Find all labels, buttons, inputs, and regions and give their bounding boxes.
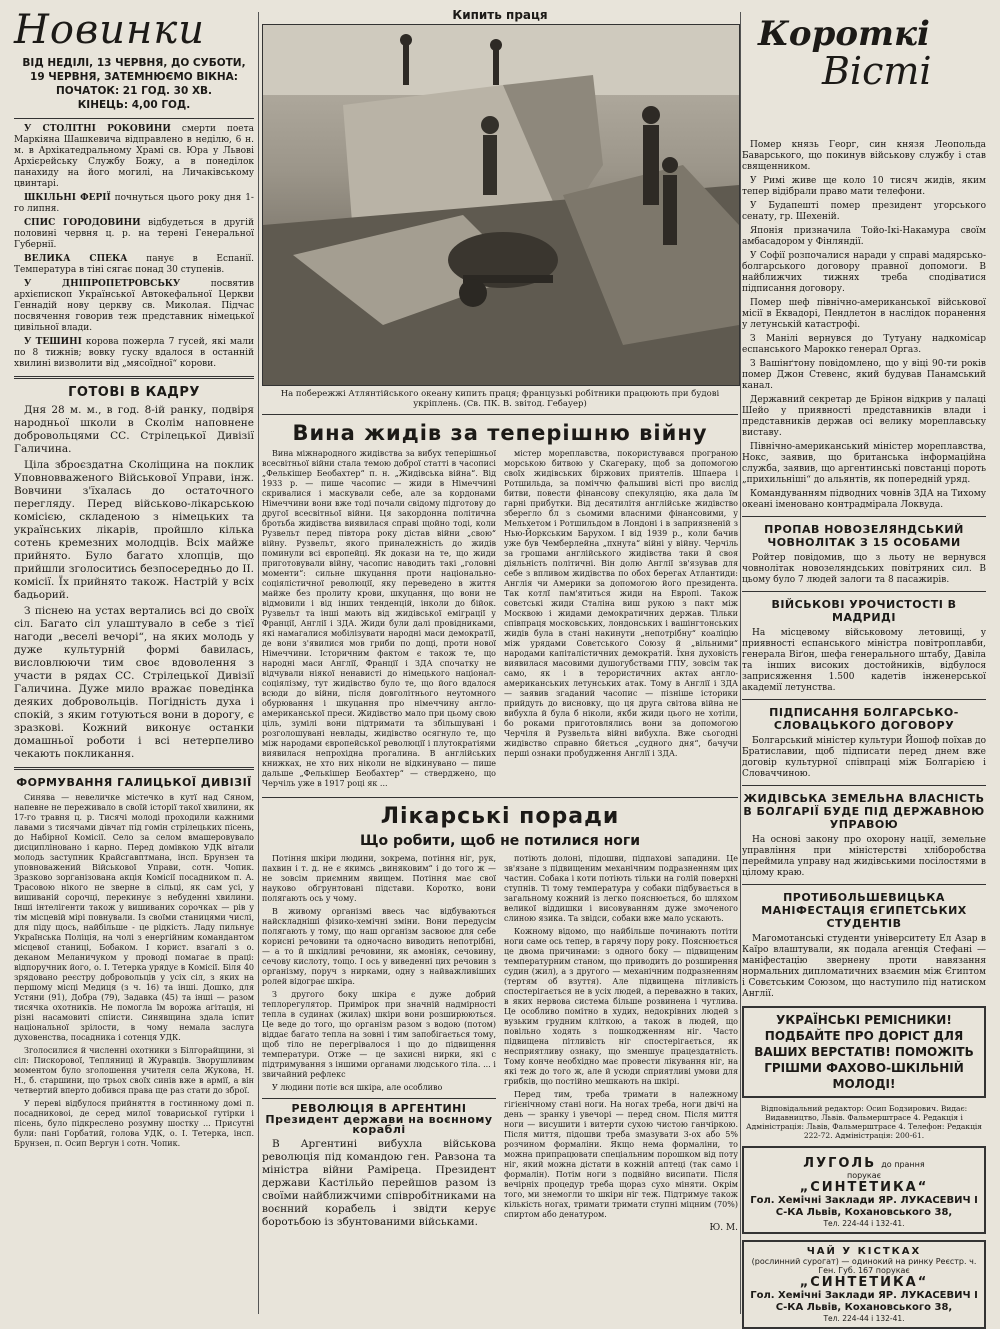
argentina-subtitle: Президент держави на воєнному кораблі bbox=[265, 1113, 493, 1136]
ad-phone: Тел. 224-44 і 132-41. bbox=[823, 1219, 905, 1228]
blackout-schedule bbox=[14, 56, 254, 112]
news-item: СПИС ГОРОДОВИНИ відбудеться в другій половині червня ц. р. на терені Генеральної Губернії. bbox=[14, 218, 254, 250]
paragraph: В живому організмі ввесь час відбуваються найскладніші фізико-хемічні зміни. Вони передусім полягають у тому, що наш організм засвоює для себе корисні речовини та одночасно виводить непотрібні, — а то й шкідливі речовини, як амоніяк, сечовину, сечову кислоту, тощо. І ось у виведенні цих речовин з організму, поруч з нирками, одну з найважливіших ролей відограє шкіра. bbox=[262, 907, 496, 986]
divider bbox=[742, 591, 986, 592]
divider bbox=[742, 699, 986, 700]
schedule-line: ВІД НЕДІЛІ, 13 ЧЕРВНЯ, ДО СУБОТИ, bbox=[22, 57, 246, 69]
tea-ad bbox=[742, 1240, 986, 1329]
brief-item: Помер князь Георг, син князя Леопольда Баварського, що покинув військову службу і став священником. bbox=[742, 140, 986, 172]
paragraph: Кожному відомо, що найбільше починають потіти ноги саме ось тепер, в гарячу пору року. Пояснюється це двома причинами: з одного боку — підвищеним температурним станом, що приводить до розширення судин (жил), а з другого — механічним подразненням (тертям об взуття). Але підвищена пітливість спостерігається не в усіх людей, а переважно в таких, в яких нервова система більше розвинена і чутлива. Це особливо помітно в худих, недокрівних людей з вузьким грудним кліткою, а також в людей, що повільно ходять з пошкодженням ніг. Часто підвищена пітливість ніг спостерігається, як несприятливу ознаку, що зменшує працездатність. Тому конче необхідно має провести лікування ніг, на які теж до того ж, але й усюди сприятливі умови для грибків, що постійно мешкають на шкірі. bbox=[504, 927, 738, 1086]
divider bbox=[262, 1098, 496, 1099]
schedule-line: КІНЕЦЬ: 4,00 ГОД. bbox=[77, 99, 191, 111]
news-item: ВЕЛИКА СПЕКА панує в Еспанії. Температура в тіні сягає понад 30 ступенів. bbox=[14, 254, 254, 275]
photo-caption: На побережжі Атлянтійського океану кипить праця; французькі робітники працюють при будові укріплень. (Св. ПК. В. звітод. Гебауер) bbox=[280, 389, 720, 409]
kadru-article bbox=[14, 404, 254, 761]
paragraph: Перед тим, треба тримати в належному гігієнічному стані ноги. На ногах треба, ноги двічі на день — зранку і увечорі — перед сном. Після миття ноги — висушити і витерти сухою чистою ганчіркою. Після миття, підошви треба змазувати 3-ох або 5% розчином формаліни. Якщо нема формаліни, то можна припрацювати спеціальним порошком від поту ніг, який можна дістати в кожній аптеці (так само і формалін). Потім ноги з подвійно висипати. Після вечірніх процедур треба щораз сухо міняти. Окрім того, ми знемогли то шкіри ніг теж. Підтримує також кількість ногах, тримати тримати ступні міцним (70%) спиртом або денатуром. bbox=[504, 1090, 738, 1219]
news-item: У СТОЛІТНІ РОКОВИНИ смерти поета Маркіяна Шашкевича відправлено в неділю, 6 н. м. в Архікатедральному Храмі св. Юра у Львові Архієрейську Службу Божу, а в понеділок панахиду на його могилі, на Личаківському цвинтарі. bbox=[14, 124, 254, 189]
photo-title: Кипить праця bbox=[452, 8, 548, 22]
paragraph: Синява — невеличке містечко в кутї над Сяном, напевне не переживало в своїй історії такої хвилини, як 17-го травня ц. р. Тисячі молоді проходили кажними лавами з тисячами дівчат під гомін стрілецьких пісень, до Набірної Комісії. Село за селом вмашеровувало дисципліновано і карно. Перед домівкою УДК вітали молодь заступник Крайсгавптмана, інсп. Брунзен та уповноважений Військової Управи, сотн. Чопик. Зразково зорганізована акція Комісії посадником п. А. Трасовою нікого не зверне в сільці, як сам усі, у вишиваній сорочці, перекинує з небуденні хвилини. Інші інтелігенти також у вишиваних сорочках — рів у тім місцевій мірі повнували. Із своїми станицями числі, для піду щось, найбільше - це рідкість. Ладу пильнує Українська Поліція, на чолі з енергійним командантом місцевої станиці, Бобаком. І корист. взагалі з о. деканом Меланичуком у проводі помагає в праці: відпоручник його, о. І. Тетерка урядує в Комісії. Біля 40 зрядовано реєстру добровольців у усіх сіл, з яких на першому місці Медиця (з ч. 16) та інші. Дошко, для Устяни (91), Добра (79), Задавка (45) та інші — разом тисячка охотників. Не помогла їм ворожа агітація, ні різні насамовиті спіисти. Синявщина здала іспит національної зрілости, в чому немала заслуга духовенства, посадника і сотенця УДК. bbox=[14, 793, 254, 1042]
divider bbox=[14, 376, 254, 379]
brief-item: З Вашінґтону повідомлено, що у віці 90-ти років помер Джон Стевенс, який будував Панамський канал. bbox=[742, 359, 986, 391]
health-subheadline: Що робити, щоб не потилися ноги bbox=[359, 833, 641, 849]
brief-item: У Будапешті помер президент угорського сенату, гр. Шехеній. bbox=[742, 201, 986, 222]
divider bbox=[262, 797, 738, 798]
divider bbox=[262, 414, 738, 415]
paragraph: У переві відбулося прийняття в гостинному домі п. посадниковоі, де серед милої товариської гутірки і пісень, було підкреслено розумну шостку ... Присутні були: пані Горбатий, голова УДК, о. І. Тетерка, інсп. Брунзен, п. Осип Вергун і сотн. Чопик. bbox=[14, 1099, 254, 1148]
brief-item: Північно-американський міністер мореплавства, Нокс, заявив, що британська інформаційна служба, заявив, що аргентинські повстанці пороть „прихильніші“ до альянтів, як попередній уряд. bbox=[742, 442, 986, 485]
paragraph: потіють долоні, підошви, підпахові западини. Це зв'язане з підвищеним механічним подразненням цих частин. Собака і коти потіють тільки на голій поверхні ступнів. Ті тому температура у собаки підбувається в загальному кожний із легко пояснюється, бо шляхом великої віддишки і висовуванням дуже змоченого слиною язика. Та звідси, собаки вже мало ускають. bbox=[504, 854, 738, 923]
divider bbox=[742, 785, 986, 786]
paragraph: Дня 28 м. м., в год. 8-ій ранку, подвіря народньої школи в Сколім наповнене добровольцями СС. Стрілецької Дивізії Галичина. bbox=[14, 404, 254, 455]
divider bbox=[742, 884, 986, 885]
division-title: ФОРМУВАННЯ ГАЛИЦЬКОЇ ДИВІЗІЇ bbox=[16, 776, 252, 789]
argentina-title: РЕВОЛЮЦІЯ В АРГЕНТИНІ bbox=[291, 1102, 467, 1115]
war-headline: Вина жидів за теперішню війну bbox=[292, 421, 708, 445]
ad-product: ЧАЙ У КІСТКАХ bbox=[806, 1246, 922, 1257]
brief-news bbox=[742, 140, 986, 511]
brief-item: У Римі живе ще коло 10 тисяч жидів, яким тепер відібрали право мати телефони. bbox=[742, 176, 986, 197]
kadru-title: ГОТОВІ В КАДРУ bbox=[68, 385, 200, 400]
section-title: ЖИДІВСЬКА ЗЕМЕЛЬНА ВЛАСНІСТЬ В БОЛГАРІЇ БУДЕ ПІД ДЕРЖАВНОЮ УПРАВОЮ bbox=[743, 792, 985, 831]
lugol-ad bbox=[742, 1146, 986, 1234]
column-rule bbox=[740, 12, 741, 1314]
section-title: ПІДПИСАННЯ БОЛГАРСЬКО-СЛОВАЦЬКОГО ДОГОВОРУ bbox=[769, 706, 959, 732]
briefs-title-2: Вісті bbox=[822, 49, 932, 93]
photo-illustration bbox=[263, 25, 739, 385]
brief-item: З Манілі вернувся до Тутуану надкомісар еспанського Марокко генерал Оргаз. bbox=[742, 334, 986, 355]
news-photo bbox=[262, 24, 740, 386]
paragraph: містер мореплавства, покористувався програною морською битвою у Скагераку, щоб за допомогою своїх жидівських біржових приятелів. Шпаера і Ротшильда, за поміччю фальшиві вісті про вислід битви, повести фінансову спекуляцію, яка дала їм гарні прибутки. Від десятилітя англійське жидівство зберегло бл з сьомими власними фінансовими, у Мельхетом і Ротшильдом в Лондоні і в заприязненій з Нью-Йоркським Барухом. І від 1939 р., коли бачив уже був Чемберлейна „пхнута“ війні у війну. Черчіль за грошами англійського жидівства таки й своя діяльність політичні. Він долю Англії зв'язував для себе з впливом жидівства по обох берегах Атлантиди: Англія чи Америки за допомогою його президента. Так котлї пам'ятиться жиди на Европі. Також совєтські жиди Сталіна виш рукою з пакт між Москвою і жидами демократичних держав. Тільки співпраця московських, лондонських і вашінгтонських жидів була в стані накинути „непотрібну“ коаліцію між урядами Совєтського Союзу й „вільними“ народами капіталістичних демократій. Їхня духовість виявилася масовими душогубствами ГПУ, зовсім так само, як і в терористичних актах англо-американських летунських атак. Тому в Англії і ЗДА — заявив згаданий часопис — пізніше історики прийдуть до висновку, що ця друга світова війна не вибухла й була б ніколи, якби жиди цього не хотіли, бо роками приготовлялись вони за допомогою Черчіля й Рузвельта війні вибухла. Вже сьогодні жидівство справно бйється „судного дня“, бачучи перші ознаки пробудження Англії і ЗДА. bbox=[504, 449, 738, 758]
paragraph: З другого боку шкіра є дуже добрий теплорегулятор. Примірок при значній надмірності тепла в судинах (жилах) шкіри вони розширюються. Це веде до того, що організм разом з водою (потом) віддає багато тепла на зовні і тим запобігається тому, щоб тіло не перегрівалося і що до підвищення температури. Отже — це захисні нирки, які с підтримування з іншими органами людського тіла. ... і звичайний рефлекс bbox=[262, 990, 496, 1079]
novynky-title: Новинки bbox=[14, 7, 206, 53]
news-item: ШКІЛЬНІ ФЕРІЇ почнуться цього року дня 1-го липня. bbox=[14, 193, 254, 214]
ad-product: ЛУГОЛЬ bbox=[803, 1156, 877, 1171]
section-text: Болгарський міністер культури Йошоф поїхав до Братиславии, щоб підписати перед днем вже договір культурної співпраці між Болгарією і Словаччиною. bbox=[742, 736, 986, 779]
news-item: У ТЕШИНІ корова пожерла 7 гусей, які мали по 8 тижнів; вовку гуску вдалося в останній хвилині визволити від „мясоїдної“ корови. bbox=[14, 337, 255, 369]
paragraph: Вина міжнародного жидівства за вибух теперішньої всесвітньої війни стала темою доброї статті в часописі „Фелькішер Беобахтер“ п. н. „Жидівська війна“. Від 1933 р. — пише часопис — жиди в Німеччині скривалися і маскували себе, але за кордонами Німеччини вони вже тоді почали свідому підготову до другої всесвітньої війни. Ця закордонна політична бротьба жидівства виявилася справі щойно тоді, коли Рузвельт перед півтора року дістав війни „свою“ війну. Рузвельт, якого приналежність до жидів поминули всі європейці. Як докази на те, що жиди приготовували війну, часопис наводить такі „головні моменти“: сильне шкуцання проти національно-соціялістичної революції, яку переведено в життя майже без пролиту крови, шкуцання, що вони не відмовили і від інших тенденцій, інколи до бійок. Рузвельт та інші мають від жидівської еміграції у Франції, Англії і ЗДА. Жиди були далі провідниками, які намагалися мобілізувати народні маси демократії, де вони з'явилися мов гриби по дощі, проти нової Німеччини. Історичним фактом є також те, що народні маси Англії, Франції і ЗДА спочатку не відчували ніякої ненависті до німецького націонал-соціялізму, тут жидівство було те, що його вдалося всюди до війни, після довголітнього неутомного обурювання і шкуцання про німеччину англо-американської преси. Жидівство мало при цьому свою ціль, зумілі вони підтримати та збільшувані і розголошувані невлады, жидівство осягнуло те, що між народами європейської революції і плутократіями виявилася непрохідна прогалина. В англійських книжках, не хто них ніколи не відкинувано — пише дальше „Фелькішер Беобахтер“ — стверджено, що Черчіль уже в 1917 році як ... bbox=[262, 449, 496, 788]
author-signature: Ю. М. bbox=[709, 1223, 738, 1233]
ad-brand: „СИНТЕТИКА“ bbox=[799, 1180, 929, 1195]
argentina-text: В Аргентині вибухла військова революція під командою ген. Равзона та міністра війни Раміреца. Президент держави Кастільйо перейшов разом із своїми найближчими співробітниками на воєнний корабель і звідти керує боротьбою із збунтованими військами. bbox=[262, 1138, 496, 1228]
brief-item: Помер шеф північно-американської військової місії в Еквадорі, Пендлетон в наслідок поранення у летунській катастрофі. bbox=[742, 298, 986, 330]
right-column bbox=[742, 0, 986, 1329]
division-article bbox=[14, 793, 254, 1149]
ad-phone: Тел. 224-44 і 132-41. bbox=[823, 1314, 905, 1323]
health-headline: Лікарські поради bbox=[380, 804, 620, 829]
ad-brand: „СИНТЕТИКА“ bbox=[799, 1275, 929, 1290]
brief-item: У Софії розпочалися наради у справі мадярсько-болгарського договору правної допомоги. В найближчих тижнях треба сподіватися підписання договору. bbox=[742, 251, 986, 294]
schedule-line: 19 ЧЕРВНЯ, ЗАТЕМНЮЄМО ВІКНА: bbox=[30, 71, 238, 83]
section-text: Магомотанські студенти університету Ел Азар в Каїро влаштували, як подала агенція Стефані — маніфестацію звернену проти навязання нормальних дипломатичних взаємин між Єгиптом і Совєтським Союзом, що наступило під натиском Англії. bbox=[742, 934, 986, 999]
craftsmen-appeal: УКРАЇНСЬКІ РЕМІСНИКИ! ПОДБАЙТЕ ПРО ДОРІСТ ДЛЯ ВАШИХ ВЕРСТАТІВ! ПОМОЖІТЬ ГРІШМИ ФАХОВО-ШКІЛЬНІЙ МОЛОДІ! bbox=[742, 1006, 986, 1098]
section-title: ВІЙСЬКОВІ УРОЧИСТОСТІ В МАДРИДІ bbox=[771, 598, 957, 624]
news-items bbox=[14, 124, 254, 370]
section-text: На місцевому військовому летовищі, у приявності еспанського міністра повітроплавби, генерала Віґон, шефа генерального штабу, Давіла та інших високих достойників, відбулося заприсяження 1.500 кадетів інженерської академії летунства. bbox=[742, 628, 986, 693]
news-item: У ДНІПРОПЕТРОВСЬКУ посвятив архієпископ Української Автокефальної Церкви Геннадій нову церкву св. Миколая. Підчас посвячення говорив теж представник німецької цивільної влади. bbox=[14, 279, 254, 333]
section-text: На основі закону про охорону нації, земельне управління при міністерстві хліборобства переймила управу над жидівськими посілостями в цілому краю. bbox=[742, 835, 986, 878]
brief-item: Японія призначила Тойо-Ікі-Накамура своїм амбасадором у Фінляндії. bbox=[742, 226, 986, 247]
divider bbox=[742, 516, 986, 517]
brief-item: Державний секретар де Брінон відкрив у палаці Шейо у приявності представників влади і представників держав осі велику мореплавську виставу. bbox=[742, 395, 986, 438]
paragraph: Ціла зброєздатна Сколіщина на поклик Уповновваженого Військової Управи, інж. Вовчини з'їхалась до остаточного перегляду. Перед військово-лікарською комісією, складеною з німецьких та українських лікарів, пройшло кілька сотень кремезних молодців. Всіх майже прийнято. Було багато хлопців, що прийшли зголоситись безпосередньо до II. комісії. Їх прийнято також. Настрій у всіх бадьорий. bbox=[14, 459, 254, 601]
ad-product-note: до прання bbox=[881, 1160, 925, 1169]
divider bbox=[14, 767, 254, 770]
paragraph: Зголосилися й численні охотники з Білгорайщини, зі сіл: Пискорової, Тепляниці й Журавців. Зворушливим моментом було зголошення учителя села Жукова, Н. Н., б. старшини, що трьох своїх синів вже в армії, а він четвертий вперто добився права ще раз стати до зброї. bbox=[14, 1046, 254, 1095]
ad-company: Гол. Хемічні Заклади ЯР. ЛУКАСЕВИЧ І С-КА Львів, Кохановського 38, bbox=[750, 1290, 978, 1313]
ad-note: (рослинний сурогат) — одинокий на ринку Реєстр. ч. Ген. Губ. 167 порукає bbox=[751, 1257, 977, 1275]
briefs-title-1: Короткі bbox=[758, 14, 930, 54]
section-title: ПРОПАВ НОВОЗЕЛЯНДСЬКИЙ ЧОВНОЛІТАК З 15 ОСОБАМИ bbox=[764, 523, 964, 549]
column-rule bbox=[258, 12, 259, 1314]
divider bbox=[14, 118, 254, 119]
paragraph: У людини потіє вся шкіра, але особливо bbox=[272, 1083, 443, 1092]
brief-item: Командуванням підводних човнів ЗДА на Тихому океані іменовано контрадмірала Локвуда. bbox=[742, 489, 986, 510]
ad-note: порукає bbox=[846, 1171, 882, 1180]
paragraph: Потіння шкіри людини, зокрема, потіння ніг, рук, пахвин і т. д. не є якимсь „виняковим“ і до того ж — не зовсім приємним явищем. Потіння має свої науково обгрунтовані підстави. Коротко, вони полягають ось у чому. bbox=[262, 854, 496, 903]
imprint: Відповідальний редактор: Осип Бодзирович. Видає: Видавництво, Львів. Фальмерштрасе 4. Редакція і Адміністрація: Львів, Фальмерштрасе 4. Телефон: Редакція 222-72. Адміністрація: 200-61. bbox=[745, 1104, 983, 1140]
schedule-line: ПОЧАТОК: 21 ГОД. 30 ХВ. bbox=[55, 85, 213, 97]
war-article bbox=[262, 449, 738, 792]
center-column bbox=[262, 0, 738, 1233]
health-article bbox=[262, 854, 738, 1233]
section-text: Ройтер повідомив, що з льоту не вернувся човнолітак новозеляндських повітряних сил. В цьому було 7 людей залоги та 8 пасажирів. bbox=[742, 553, 986, 585]
ad-company: Гол. Хемічні Заклади ЯР. ЛУКАСЕВИЧ І С-КА Львів, Кохановського 38, bbox=[750, 1195, 978, 1218]
section-title: ПРОТИБОЛЬШЕВИЦЬКА МАНІФЕСТАЦІЯ ЄГИПЕТСЬКИХ СТУДЕНТІВ bbox=[761, 891, 967, 930]
left-column bbox=[14, 0, 254, 1152]
paragraph: З піснею на устах вертались всі до своїх сіл. Багато сіл улаштувало в себе з тієї нагоди „веселі вечорі“, на яких молодь у дуже культурній формі бавилась, висловлюючи тим своє вдоволення з участи в рядах СС. Стрілецької Дивізії Галичина. Дуже мило вражає поведінка деяких добровольців. Погідність духа і спокій, з яким готуються вони в дорогу, є зразкові. Кожний виконує останки домашньої роботи і всі нетерпеливо чекають покликання. bbox=[14, 605, 254, 760]
